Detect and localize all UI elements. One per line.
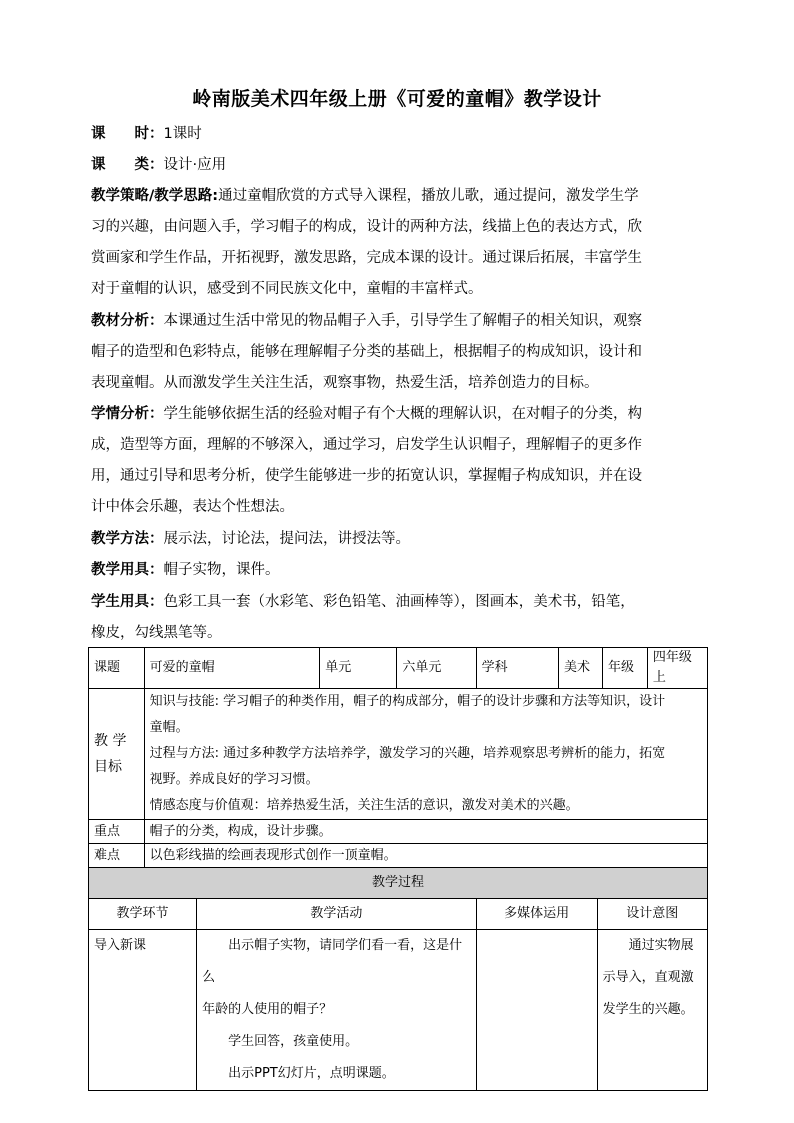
material-line-3: 表现童帽。从而激发学生关注生活，观察事物，热爱生活，培养创造力的目标。 (91, 375, 599, 391)
material-label: 教材分析： (91, 313, 164, 329)
media-1-cell (476, 930, 597, 1091)
col-stage-header: 教学环节 (89, 899, 197, 930)
students-line-4: 计中体会乐趣，表达个性想法。 (91, 499, 294, 515)
col-activity-header: 教学活动 (197, 899, 476, 930)
table-row-key (89, 820, 708, 844)
student-tools-label: 学生用具： (91, 594, 164, 610)
class-type-value: 设计·应用 (163, 157, 227, 173)
class-hours-row (91, 124, 709, 144)
table-row-goals (89, 689, 708, 820)
key-label-cell: 重点 (89, 820, 145, 844)
strategy-line-2: 习的兴趣，由问题入手，学习帽子的构成，设计的两种方法，线描上色的表达方式，欣 (91, 219, 642, 235)
key-cell: 帽子的分类，构成，设计步骤。 (144, 820, 707, 844)
tools-label: 教学用具： (91, 562, 164, 578)
students-label: 学情分析： (91, 406, 164, 422)
material-line-1: 教材分析：本课通过生活中常见的物品帽子入手，引导学生了解帽子的相关知识，观察 (91, 313, 642, 329)
student-tools-value: 色彩工具一套（水彩笔、彩色铅笔、油画棒等），图画本，美术书，铅笔， (163, 594, 635, 610)
tools-value: 帽子实物，课件。 (163, 562, 280, 578)
unit-label-cell: 单元 (320, 648, 397, 689)
student-tools-line-2: 橡皮，勾线黑笔等。 (91, 625, 222, 641)
class-hours-label: 课 时： (91, 126, 164, 142)
class-type-row (91, 155, 709, 175)
unit-cell: 六单元 (397, 648, 476, 689)
students-line-3: 用，通过引导和思考分析，使学生能够进一步的拓宽认识，掌握帽子构成知识，并在设 (91, 468, 642, 484)
col-intent-header: 设计意图 (597, 899, 707, 930)
col-media-header: 多媒体运用 (476, 899, 597, 930)
topic-cell: 可爱的童帽 (144, 648, 320, 689)
strategy-line-1: 教学策略/教学思路:通过童帽欣赏的方式导入课程，播放儿歌，通过提问，激发学生学 (91, 188, 639, 204)
student-tools-row (91, 592, 709, 612)
table-row-difficulty (89, 844, 708, 868)
subject-cell: 美术 (559, 648, 603, 689)
difficulty-label-cell: 难点 (89, 844, 145, 868)
goals-cell: 知识与技能: 学习帽子的种类作用，帽子的构成部分，帽子的设计步骤和方法等知识，设计 童帽。 过程与方法: 通过多种教学方法培养学，激发学习的兴趣，培养观察思考辨析的能力，拓宽 视野。养成良好的学习习惯。 情感态度与价值观：培养热爱生活，关注生活的意识，激发对美术的兴趣。 (144, 689, 707, 820)
strategy-line-4: 对于童帽的认识，感受到不同民族文化中，童帽的丰富样式。 (91, 281, 483, 297)
activity-1-cell: 出示帽子实物，请同学们看一看，这是什么 年龄的人使用的帽子？ 学生回答，孩童使用。 出示PPT幻灯片，点明课题。 (197, 930, 476, 1091)
stage-1-cell: 导入新课 (89, 930, 197, 1091)
grade-label-cell: 年级 (602, 648, 647, 689)
subject-label-cell: 学科 (476, 648, 558, 689)
difficulty-cell: 以色彩线描的绘画表现形式创作一顶童帽。 (144, 844, 707, 868)
strategy-label: 教学策略/教学思路 (91, 188, 213, 204)
intent-1-cell: 通过实物展 示导入，直观激 发学生的兴趣。 (597, 930, 707, 1091)
methods-label: 教学方法： (91, 531, 164, 547)
methods-row (91, 529, 709, 549)
class-hours-value: 1课时 (163, 126, 202, 142)
methods-value: 展示法，讨论法，提问法，讲授法等。 (163, 531, 410, 547)
tools-row (91, 560, 709, 580)
document-title: 岭南版美术四年级上册《可爱的童帽》教学设计 (192, 88, 602, 110)
topic-label-cell: 课题 (89, 648, 145, 689)
material-line-2: 帽子的造型和色彩特点，能够在理解帽子分类的基础上，根据帽子的构成知识，设计和 (91, 344, 642, 360)
lesson-table (88, 647, 708, 1091)
students-line-2: 成，造型等方面，理解的不够深入，通过学习，启发学生认识帽子，理解帽子的更多作 (91, 437, 642, 453)
process-header-cell: 教学过程 (89, 868, 708, 899)
strategy-line-3: 赏画家和学生作品，开拓视野，激发思路，完成本课的设计。通过课后拓展，丰富学生 (91, 250, 642, 266)
students-line-1: 学情分析：学生能够依据生活的经验对帽子有个大概的理解认识，在对帽子的分类，构 (91, 406, 642, 422)
table-row-process-header (89, 868, 708, 899)
table-row-stage-1 (89, 930, 708, 1091)
table-row-info (89, 648, 708, 689)
goals-label-cell: 教 学目标 (89, 689, 145, 820)
grade-cell: 四年级上 (647, 648, 707, 689)
table-row-columns (89, 899, 708, 930)
class-type-label: 课 类： (91, 157, 164, 173)
